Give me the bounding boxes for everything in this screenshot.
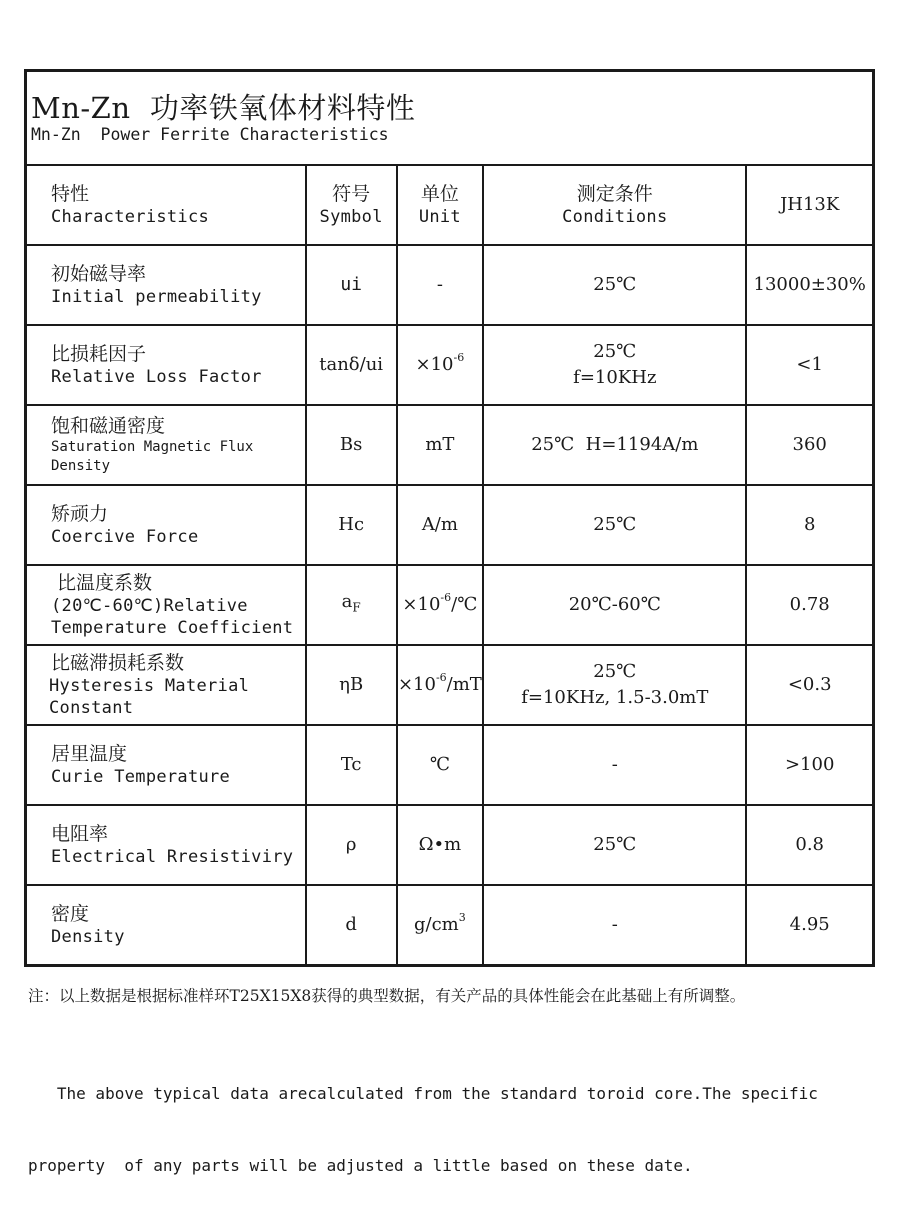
symbol-value: ui — [340, 274, 362, 295]
header-symbol-cn: 符号 — [332, 183, 371, 205]
unit-cell — [397, 245, 484, 325]
table-title-cn: Mn-Zn 功率铁氧体材料特性 — [31, 91, 416, 125]
characteristic-cell — [26, 645, 306, 725]
condition-line: 25℃ — [593, 661, 637, 682]
unit-tail: /℃ — [451, 594, 478, 615]
unit-value: mT — [425, 434, 455, 455]
characteristic-name-cn: 比温度系数 — [57, 572, 153, 594]
table-title-cell — [26, 71, 874, 166]
conditions-cell — [483, 645, 746, 725]
characteristic-name-cn: 饱和磁通密度 — [51, 415, 166, 437]
footnote-cn: 注：以上数据是根据标准样环T25X15X8获得的典型数据，有关产品的具体性能会在此基础上有所调整。 — [28, 987, 746, 1005]
unit-base: ×10 — [415, 354, 454, 375]
header-unit — [397, 165, 484, 245]
symbol-cell — [306, 485, 397, 565]
condition-line: - — [611, 914, 618, 935]
unit-tail: /mT — [446, 674, 482, 695]
unit-value: - — [436, 274, 443, 295]
material-value: >100 — [784, 754, 835, 775]
material-value: 0.78 — [789, 594, 830, 615]
characteristic-name-cn: 比磁滞损耗系数 — [51, 652, 185, 674]
header-symbol-en: Symbol — [319, 207, 383, 227]
characteristic-name-en: Electrical Rresistiviry — [51, 847, 294, 867]
symbol-value: ρ — [345, 834, 357, 855]
characteristic-name-cn: 居里温度 — [51, 743, 128, 765]
material-value-cell — [746, 725, 873, 805]
unit-exponent: -6 — [435, 671, 447, 684]
condition-line: 25℃ — [593, 514, 637, 535]
condition-line: 25℃ — [593, 834, 637, 855]
unit-base: ×10 — [402, 594, 441, 615]
header-unit-cn: 单位 — [420, 183, 459, 205]
material-value: 8 — [803, 514, 816, 535]
unit-cell — [397, 885, 484, 966]
characteristic-cell — [26, 485, 306, 565]
characteristic-name-en: Density — [51, 927, 125, 947]
unit-value — [398, 592, 483, 618]
characteristic-cell — [26, 325, 306, 405]
header-conditions-en: Conditions — [562, 207, 668, 227]
footnote-en — [28, 1034, 888, 1226]
symbol-cell — [306, 885, 397, 966]
condition-line: - — [611, 754, 618, 775]
material-value-cell — [746, 885, 873, 966]
characteristic-name-en: Saturation Magnetic Flux — [51, 439, 254, 455]
material-value-cell — [746, 565, 873, 645]
material-value: <0.3 — [787, 674, 832, 695]
unit-cell — [397, 645, 484, 725]
characteristic-cell — [26, 805, 306, 885]
footnote-en-line: property of any parts will be adjusted a little based on these date. — [28, 1156, 693, 1175]
characteristic-name-en: Relative Loss Factor — [51, 367, 262, 387]
conditions-cell — [483, 405, 746, 485]
material-value-cell — [746, 325, 873, 405]
unit-cell — [397, 485, 484, 565]
condition-line: 25℃ — [593, 274, 637, 295]
material-value-cell — [746, 485, 873, 565]
material-value: <1 — [796, 354, 823, 375]
unit-exponent: 3 — [458, 911, 466, 924]
table-title-en: Mn-Zn Power Ferrite Characteristics — [31, 125, 389, 144]
header-conditions-cn: 测定条件 — [576, 183, 653, 205]
condition-line: 20℃-60℃ — [568, 594, 661, 615]
symbol-subscript: F — [352, 600, 361, 615]
characteristic-name-en: Curie Temperature — [51, 767, 231, 787]
header-characteristics — [26, 165, 306, 245]
symbol-cell — [306, 805, 397, 885]
unit-cell — [397, 405, 484, 485]
characteristic-cell — [26, 725, 306, 805]
conditions-cell — [483, 805, 746, 885]
characteristic-cell — [26, 885, 306, 966]
footnotes — [28, 986, 888, 1226]
characteristic-name-en: (20℃-60℃)Relative — [51, 596, 248, 616]
characteristic-name-cn: 密度 — [51, 903, 90, 925]
conditions-cell — [483, 245, 746, 325]
material-value-cell — [746, 805, 873, 885]
table-row — [26, 245, 874, 325]
conditions-cell — [483, 725, 746, 805]
condition-line: f=10KHz, 1.5-3.0mT — [521, 687, 709, 708]
unit-base: g/cm — [414, 914, 459, 935]
table-row — [26, 805, 874, 885]
header-material — [746, 165, 873, 245]
characteristic-name-cn: 矫顽力 — [51, 503, 109, 525]
material-value-cell — [746, 245, 873, 325]
characteristic-name-cn: 电阻率 — [51, 823, 109, 845]
header-characteristics-cn: 特性 — [51, 183, 90, 205]
symbol-cell — [306, 325, 397, 405]
symbol-value — [307, 589, 396, 621]
characteristic-name-en: Coercive Force — [51, 527, 199, 547]
conditions-cell — [483, 325, 746, 405]
characteristic-name-en: Initial permeability — [51, 287, 262, 307]
symbol-cell — [306, 725, 397, 805]
unit-cell — [397, 325, 484, 405]
symbol-value: Hc — [338, 514, 365, 535]
material-value: 0.8 — [795, 834, 825, 855]
table-row — [26, 645, 874, 725]
unit-exponent: -6 — [453, 351, 465, 364]
condition-line: 25℃ H=1194A/m — [531, 434, 699, 455]
table-row — [26, 885, 874, 966]
unit-cell — [397, 725, 484, 805]
conditions-cell — [483, 565, 746, 645]
unit-cell — [397, 805, 484, 885]
material-value: 4.95 — [789, 914, 830, 935]
characteristic-name-cn: 比损耗因子 — [51, 343, 147, 365]
symbol-value: d — [345, 914, 357, 935]
table-row — [26, 485, 874, 565]
material-value: 13000±30% — [753, 274, 866, 295]
characteristic-name-cn: 初始磁导率 — [51, 263, 147, 285]
footnote-en-line: The above typical data arecalculated from the standard toroid core.The specific — [28, 1084, 818, 1103]
material-value-cell — [746, 645, 873, 725]
symbol-cell — [306, 645, 397, 725]
symbol-value: ηB — [339, 674, 364, 695]
symbol-cell — [306, 405, 397, 485]
table-row — [26, 565, 874, 645]
condition-line: 25℃ — [593, 341, 637, 362]
characteristic-cell — [26, 405, 306, 485]
unit-value: A/m — [421, 514, 458, 535]
unit-value — [398, 672, 483, 698]
conditions-cell — [483, 485, 746, 565]
characteristic-name-en: Density — [51, 458, 111, 474]
unit-value: Ω•m — [418, 834, 462, 855]
table-row — [26, 405, 874, 485]
header-material-name: JH13K — [780, 194, 840, 215]
symbol-cell — [306, 565, 397, 645]
characteristic-name-en: Temperature Coefficient — [51, 618, 294, 638]
conditions-cell — [483, 885, 746, 966]
symbol-value: Tc — [340, 754, 362, 775]
unit-base: ×10 — [397, 674, 436, 695]
characteristics-table — [24, 69, 875, 967]
header-conditions — [483, 165, 746, 245]
unit-value — [398, 912, 483, 938]
unit-cell — [397, 565, 484, 645]
unit-exponent: -6 — [440, 591, 452, 604]
characteristic-cell — [26, 245, 306, 325]
symbol-value: tanδ/ui — [319, 354, 384, 375]
symbol-base: a — [341, 591, 353, 613]
spec-sheet — [24, 69, 875, 967]
table-header-row — [26, 165, 874, 245]
unit-value — [398, 352, 483, 378]
material-value-cell — [746, 405, 873, 485]
characteristic-name-en: Constant — [49, 698, 134, 718]
table-row — [26, 325, 874, 405]
symbol-cell — [306, 245, 397, 325]
characteristic-name-en: Hysteresis Material — [49, 676, 250, 696]
material-value: 360 — [792, 434, 827, 455]
condition-line: f=10KHz — [573, 367, 657, 388]
table-row — [26, 725, 874, 805]
characteristic-cell — [26, 565, 306, 645]
header-characteristics-en: Characteristics — [51, 207, 210, 227]
header-unit-en: Unit — [418, 207, 461, 227]
header-symbol — [306, 165, 397, 245]
symbol-value: Bs — [339, 434, 363, 455]
unit-value: ℃ — [429, 754, 450, 775]
